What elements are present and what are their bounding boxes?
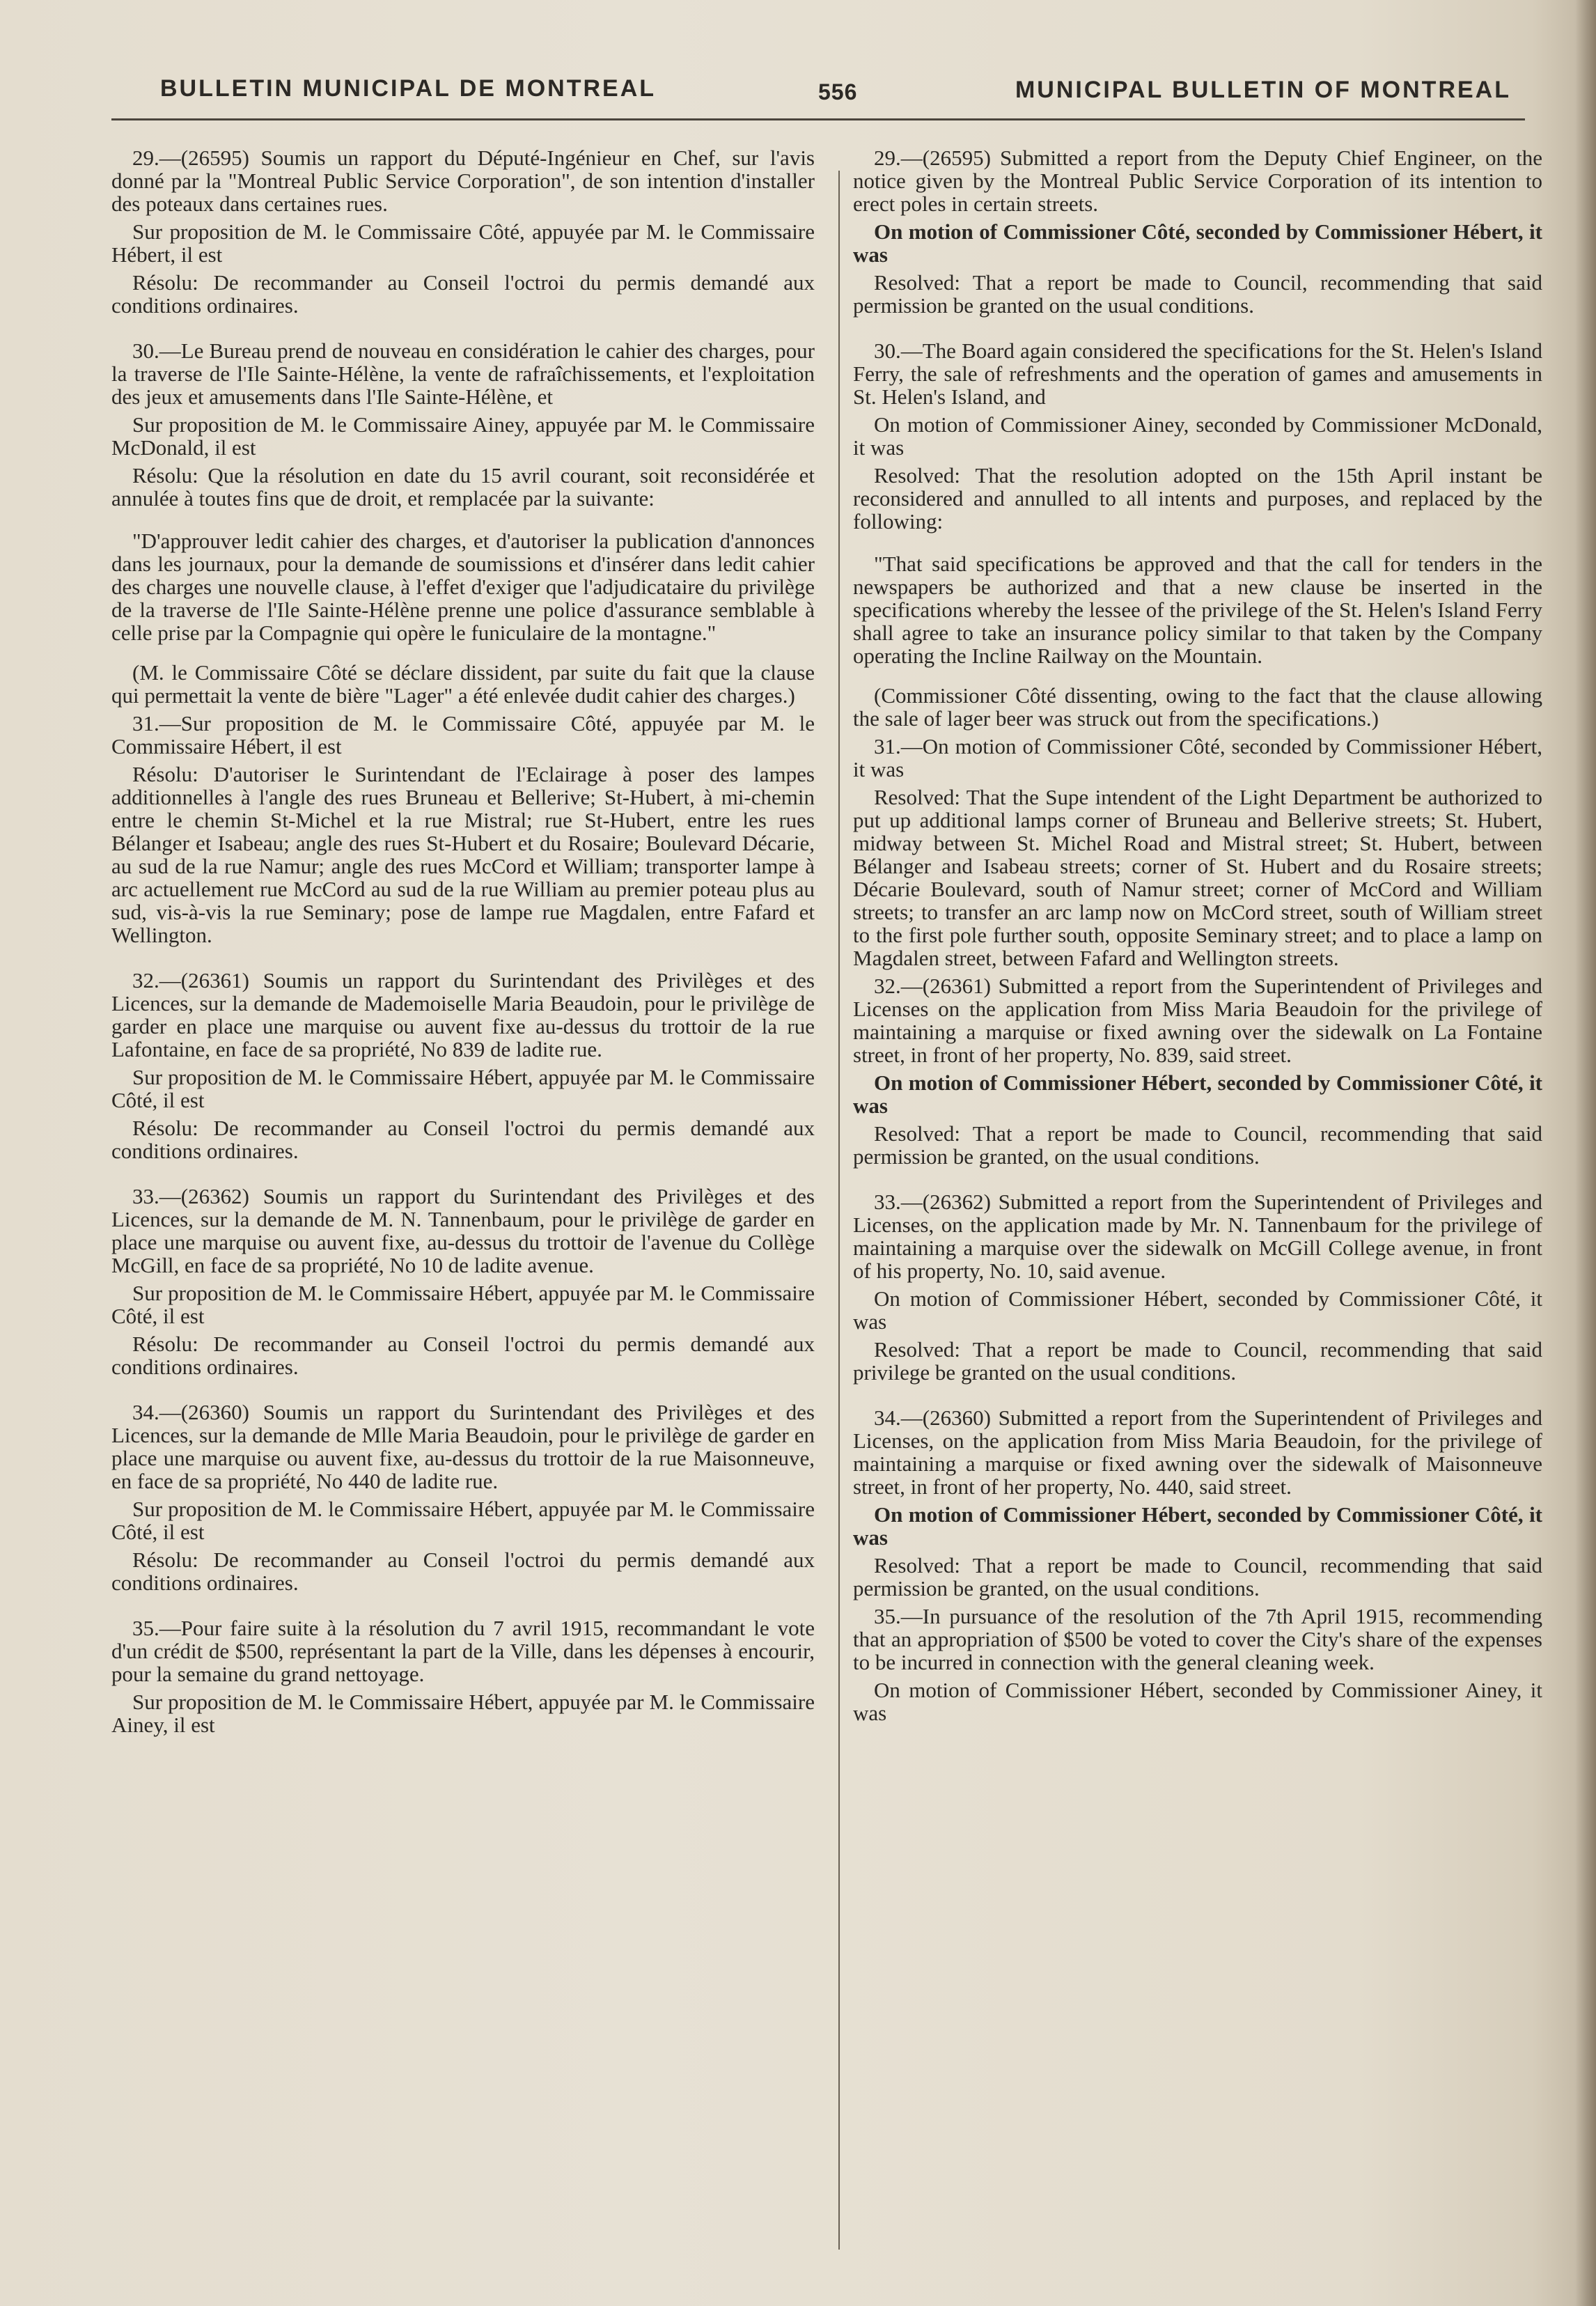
page-header xyxy=(160,67,1511,116)
paragraph: 31.—Sur proposition de M. le Commissaire Côté, appuyée par M. le Commissaire Hébert, il est xyxy=(111,711,815,758)
paragraph: Sur proposition de M. le Commissaire Côté, appuyée par M. le Commissaire Hébert, il est xyxy=(111,219,815,267)
paragraph: Sur proposition de M. le Commissaire Hébert, appuyée par M. le Commissaire Côté, il est xyxy=(111,1065,815,1112)
paragraph: On motion of Commissioner Hébert, seconded by Commissioner Côté, it was xyxy=(853,1070,1542,1118)
quoted-paragraph: "That said specifications be approved and that the call for tenders in the newspapers be authorized and that a new clause be inserted in the specifications whereby the lessee of the privilege of the St. Helen's Island Ferry shall agree to take an insurance policy similar to that taken by the Company operating the Incline Railway on the Mountain. xyxy=(853,552,1542,668)
paragraph: 30.—The Board again considered the specifications for the St. Helen's Island Ferry, the sale of refreshments and the operation of games and amusements in St. Helen's Island, and xyxy=(853,338,1542,409)
paragraph: Sur proposition de M. le Commissaire Ainey, appuyée par M. le Commissaire McDonald, il est xyxy=(111,412,815,460)
column-divider xyxy=(838,171,840,2250)
paragraph: On motion of Commissioner Hébert, seconded by Commissioner Côté, it was xyxy=(853,1286,1542,1334)
paragraph: On motion of Commissioner Côté, seconded by Commissioner Hébert, it was xyxy=(853,219,1542,267)
header-title-french: BULLETIN MUNICIPAL DE MONTREAL xyxy=(160,75,657,102)
paragraph: 35.—In pursuance of the resolution of the 7th April 1915, recommending that an appropriation of $500 be voted to cover the City's share of the expenses to be incurred in connection with the general cleaning week. xyxy=(853,1604,1542,1674)
english-column xyxy=(853,146,1542,1729)
paragraph: 34.—(26360) Soumis un rapport du Surintendant des Privilèges et des Licences, sur la demande de Mlle Maria Beaudoin, pour le privilège de garder en place une marquise ou auvent fixe, au-dessus du trottoir de la rue Maisonneuve, en face de sa propriété, No 440 de ladite rue. xyxy=(111,1400,815,1493)
paragraph: Sur proposition de M. le Commissaire Hébert, appuyée par M. le Commissaire Côté, il est xyxy=(111,1281,815,1328)
paragraph: Résolu: De recommander au Conseil l'octroi du permis demandé aux conditions ordinaires. xyxy=(111,1332,815,1379)
paragraph: Résolu: D'autoriser le Surintendant de l'Eclairage à poser des lampes additionnelles à l'angle des rues Bruneau et Bellerive; St-Hubert, à mi-chemin entre le chemin St-Michel et la rue Mistral; rue St-Hubert, entre les rues Bélanger et Isabeau; angle des rues St-Hubert et du Rosaire; Boulevard Décarie, au sud de la rue Namur; angle des rues McCord et William; transporter lampe à arc actuellement rue McCord au sud de la rue William au premier poteau plus au sud, vis-à-vis la rue Seminary; pose de lampe rue Magdalen, entre Fafard et Wellington. xyxy=(111,762,815,947)
paragraph: Sur proposition de M. le Commissaire Hébert, appuyée par M. le Commissaire Côté, il est xyxy=(111,1497,815,1544)
paragraph: Resolved: That a report be made to Council, recommending that said permission be granted, on the usual conditions. xyxy=(853,1553,1542,1600)
paragraph: 33.—(26362) Submitted a report from the Superintendent of Privileges and Licenses, on the application made by Mr. N. Tannenbaum for the privilege of maintaining a marquise over the sidewalk on McGill College avenue, in front of his property, No. 10, said avenue. xyxy=(853,1190,1542,1283)
paragraph: 35.—Pour faire suite à la résolution du 7 avril 1915, recommandant le vote d'un crédit de $500, représentant la part de la Ville, dans les dépenses à encourir, pour la semaine du grand nettoyage. xyxy=(111,1616,815,1686)
french-column xyxy=(111,146,815,1741)
paragraph: Resolved: That a report be made to Council, recommending that said privilege be granted on the usual conditions. xyxy=(853,1337,1542,1385)
paragraph: Sur proposition de M. le Commissaire Hébert, appuyée par M. le Commissaire Ainey, il est xyxy=(111,1690,815,1737)
paragraph: 29.—(26595) Soumis un rapport du Député-Ingénieur en Chef, sur l'avis donné par la "Montreal Public Service Corporation", de son intention d'installer des poteaux dans certaines rues. xyxy=(111,146,815,216)
paragraph: 30.—Le Bureau prend de nouveau en considération le cahier des charges, pour la traverse de l'Ile Sainte-Hélène, la vente de rafraîchissements, et l'exploitation des jeux et amusements dans l'Ile Sainte-Hélène, et xyxy=(111,338,815,409)
paragraph: Résolu: De recommander au Conseil l'octroi du permis demandé aux conditions ordinaires. xyxy=(111,1548,815,1595)
paragraph: Résolu: De recommander au Conseil l'octroi du permis demandé aux conditions ordinaires. xyxy=(111,1116,815,1163)
paragraph: 32.—(26361) Soumis un rapport du Surintendant des Privilèges et des Licences, sur la demande de Mademoiselle Maria Beaudoin, pour le privilège de garder en place une marquise ou auvent fixe au-dessus du trottoir de la rue Lafontaine, en face de sa propriété, No 839 de ladite rue. xyxy=(111,968,815,1061)
paragraph: 32.—(26361) Submitted a report from the Superintendent of Privileges and Licenses on the application from Miss Maria Beaudoin for the privilege of maintaining a marquise or fixed awning over the sidewalk on La Fontaine street, in front of her property, No. 839, said street. xyxy=(853,974,1542,1067)
paragraph: Resolved: That a report be made to Council, recommending that said permission be granted, on the usual conditions. xyxy=(853,1121,1542,1169)
paragraph: 29.—(26595) Submitted a report from the Deputy Chief Engineer, on the notice given by the Montreal Public Service Corporation of its intention to erect poles in certain streets. xyxy=(853,146,1542,216)
paragraph: On motion of Commissioner Ainey, seconded by Commissioner McDonald, it was xyxy=(853,412,1542,460)
paragraph: Résolu: De recommander au Conseil l'octroi du permis demandé aux conditions ordinaires. xyxy=(111,270,815,318)
header-rule xyxy=(111,118,1525,120)
paragraph: 33.—(26362) Soumis un rapport du Surintendant des Privilèges et des Licences, sur la demande de M. N. Tannenbaum, pour le privilège de garder en place une marquise ou auvent fixe, au-dessus du trottoir de l'avenue du Collège McGill, en face de sa propriété, No 10 de ladite avenue. xyxy=(111,1184,815,1277)
paragraph: Resolved: That the Supe intendent of the Light Department be authorized to put up additional lamps corner of Bruneau and Bellerive streets; St. Hubert, midway between St. Michel Road and Mistral street; St. Hubert, between Bélanger and Isabeau streets; corner of St. Hubert and du Rosaire streets; Décarie Boulevard, south of Namur street; corner of McCord and William streets; to transfer an arc lamp now on McCord street, south of William street to the first pole further south, opposite Seminary street; and to place a lamp on Magdalen street, between Fafard and Wellington streets. xyxy=(853,785,1542,970)
paragraph: On motion of Commissioner Hébert, seconded by Commissioner Côté, it was xyxy=(853,1502,1542,1550)
paragraph: 34.—(26360) Submitted a report from the Superintendent of Privileges and Licenses, on the application from Miss Maria Beaudoin, for the privilege of maintaining a marquise or fixed awning over the sidewalk of Maisonneuve street, in front of her property, No. 440, said street. xyxy=(853,1405,1542,1499)
page-number: 556 xyxy=(818,79,858,104)
paragraph: (M. le Commissaire Côté se déclare dissident, par suite du fait que la clause qui permettait la vente de bière "Lager" a été enlevée dudit cahier des charges.) xyxy=(111,660,815,708)
paragraph: Resolved: That a report be made to Council, recommending that said permission be granted on the usual conditions. xyxy=(853,270,1542,318)
paragraph: On motion of Commissioner Hébert, seconded by Commissioner Ainey, it was xyxy=(853,1678,1542,1725)
paragraph: Résolu: Que la résolution en date du 15 avril courant, soit reconsidérée et annulée à toutes fins que de droit, et remplacée par la suivante: xyxy=(111,463,815,511)
paragraph: (Commissioner Côté dissenting, owing to the fact that the clause allowing the sale of lager beer was struck out from the specifications.) xyxy=(853,683,1542,731)
header-title-english: MUNICIPAL BULLETIN OF MONTREAL xyxy=(1015,77,1511,103)
paragraph: Resolved: That the resolution adopted on the 15th April instant be reconsidered and annulled to all intents and purposes, and replaced by the following: xyxy=(853,463,1542,533)
quoted-paragraph: "D'approuver ledit cahier des charges, et d'autoriser la publication d'annonces dans les journaux, pour la demande de soumissions et d'insérer dans ledit cahier des charges une nouvelle clause, à l'effet d'exiger que l'adjudicataire du privilège de la traverse de l'Ile Sainte-Hélène prenne une police d'assurance semblable à celle prise par la Compagnie qui opère le funiculaire de la montagne." xyxy=(111,529,815,645)
page-edge-shadow xyxy=(1575,0,1596,2306)
paragraph: 31.—On motion of Commissioner Côté, seconded by Commissioner Hébert, it was xyxy=(853,734,1542,781)
